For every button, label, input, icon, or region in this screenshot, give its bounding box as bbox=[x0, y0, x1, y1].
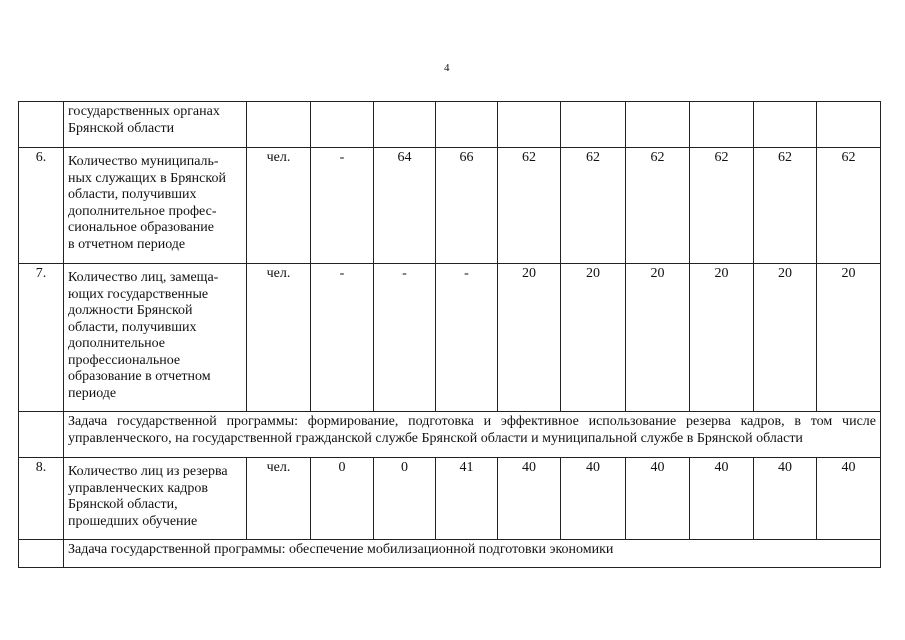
program-task-cell: Задача государственной программы: обеспечение мобилизационной подготовки экономики bbox=[64, 540, 881, 568]
indicator-name-cell: Количество лиц из резерва управленческих кадров Брянской области, прошедших обучение bbox=[64, 458, 247, 540]
value-cell bbox=[311, 102, 374, 148]
value-cell: 40 bbox=[690, 458, 754, 540]
table-row bbox=[19, 540, 881, 568]
value-cell bbox=[436, 102, 498, 148]
page-number: 4 bbox=[444, 62, 450, 74]
unit-cell: чел. bbox=[247, 264, 311, 412]
value-cell: 64 bbox=[374, 148, 436, 264]
value-cell: 20 bbox=[690, 264, 754, 412]
value-cell: 66 bbox=[436, 148, 498, 264]
unit-cell: чел. bbox=[247, 458, 311, 540]
row-number-cell bbox=[19, 102, 64, 148]
row-number-cell: 6. bbox=[19, 148, 64, 264]
indicator-name-cell: Количество лиц, замеща- ющих государственные должности Брянской области, получивших дополнительное профессиональное образование в отчетном периоде bbox=[64, 264, 247, 412]
value-cell: - bbox=[374, 264, 436, 412]
value-cell: - bbox=[311, 148, 374, 264]
value-cell: 40 bbox=[754, 458, 817, 540]
value-cell: 20 bbox=[498, 264, 561, 412]
indicators-table bbox=[18, 101, 881, 568]
value-cell: 0 bbox=[311, 458, 374, 540]
row-number-cell: 8. bbox=[19, 458, 64, 540]
unit-cell bbox=[247, 102, 311, 148]
value-cell: 20 bbox=[817, 264, 881, 412]
value-cell bbox=[690, 102, 754, 148]
value-cell bbox=[817, 102, 881, 148]
value-cell bbox=[626, 102, 690, 148]
value-cell: 62 bbox=[561, 148, 626, 264]
value-cell: 62 bbox=[817, 148, 881, 264]
value-cell: 40 bbox=[817, 458, 881, 540]
value-cell: 62 bbox=[690, 148, 754, 264]
value-cell: 62 bbox=[498, 148, 561, 264]
indicator-name-cell: государственных органах Брянской области bbox=[64, 102, 247, 148]
value-cell: 41 bbox=[436, 458, 498, 540]
value-cell: - bbox=[436, 264, 498, 412]
value-cell bbox=[561, 102, 626, 148]
value-cell bbox=[754, 102, 817, 148]
value-cell: 20 bbox=[754, 264, 817, 412]
value-cell: 40 bbox=[626, 458, 690, 540]
indicator-name-cell: Количество муниципаль- ных служащих в Брянской области, получивших дополнительное профес- сиональное образование в отчетном периоде bbox=[64, 148, 247, 264]
table-row bbox=[19, 102, 881, 148]
value-cell: - bbox=[311, 264, 374, 412]
value-cell: 62 bbox=[626, 148, 690, 264]
row-number-cell: 7. bbox=[19, 264, 64, 412]
value-cell: 40 bbox=[498, 458, 561, 540]
table-row bbox=[19, 148, 881, 264]
value-cell: 0 bbox=[374, 458, 436, 540]
table-row bbox=[19, 412, 881, 458]
value-cell: 62 bbox=[754, 148, 817, 264]
row-number-cell bbox=[19, 540, 64, 568]
value-cell bbox=[498, 102, 561, 148]
program-task-cell: Задача государственной программы: формирование, подготовка и эффективное использование резерва кадров, в том числе управленческого, на государственной гражданской службе Брянской области и муниципальной службе в Брянской области bbox=[64, 412, 881, 458]
value-cell: 20 bbox=[626, 264, 690, 412]
value-cell bbox=[374, 102, 436, 148]
table-row bbox=[19, 458, 881, 540]
row-number-cell bbox=[19, 412, 64, 458]
value-cell: 20 bbox=[561, 264, 626, 412]
value-cell: 40 bbox=[561, 458, 626, 540]
table-row bbox=[19, 264, 881, 412]
unit-cell: чел. bbox=[247, 148, 311, 264]
